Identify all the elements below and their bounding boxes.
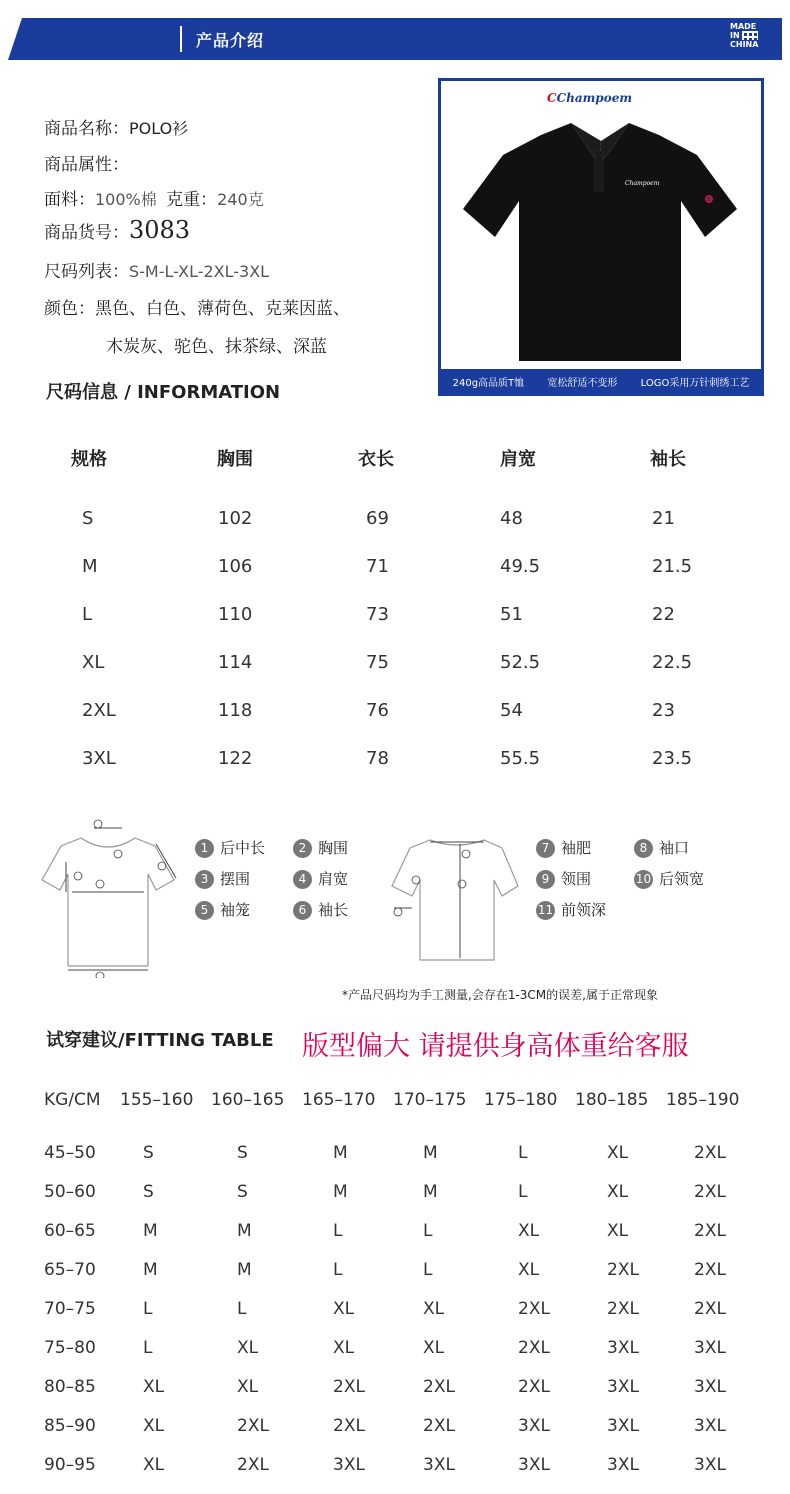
- fitting-weight-cell: 80–85: [44, 1377, 96, 1397]
- size-cell: 23.5: [652, 748, 693, 769]
- fitting-size-cell: 2XL: [694, 1182, 726, 1202]
- fitting-size-cell: XL: [237, 1377, 259, 1397]
- fitting-size-cell: 2XL: [607, 1260, 639, 1280]
- legend-item: [195, 837, 265, 858]
- fitting-size-cell: M: [423, 1143, 438, 1163]
- fitting-size-cell: S: [237, 1143, 248, 1163]
- legend-label: 领围: [561, 870, 592, 888]
- colors-label: 颜色：: [44, 299, 95, 319]
- fitting-size-cell: 3XL: [607, 1455, 639, 1475]
- fitting-warning: 版型偏大 请提供身高体重给客服: [302, 1031, 689, 1062]
- fitting-weight-cell: 90–95: [44, 1455, 96, 1475]
- fitting-size-cell: L: [423, 1221, 433, 1241]
- size-cell: 106: [218, 556, 253, 577]
- fitting-size-cell: 2XL: [333, 1377, 365, 1397]
- back-measure-diagram: [390, 830, 520, 980]
- feature-strip: [441, 369, 761, 393]
- product-attr-label: 商品属性：: [44, 155, 129, 175]
- size-cell: S: [82, 508, 94, 529]
- fitting-size-cell: 3XL: [694, 1338, 726, 1358]
- product-attr-line: [44, 150, 129, 175]
- banner-divider: [180, 26, 182, 52]
- fitting-size-cell: 3XL: [518, 1455, 550, 1475]
- fitting-size-cell: 3XL: [607, 1416, 639, 1436]
- fitting-size-cell: 2XL: [694, 1299, 726, 1319]
- size-info-title: 尺码信息 / INFORMATION: [46, 382, 281, 403]
- legend-number: 3: [195, 870, 214, 889]
- colors-line-2: [106, 332, 327, 357]
- product-name-label: 商品名称：: [44, 119, 129, 139]
- fitting-size-cell: XL: [423, 1338, 445, 1358]
- fitting-size-cell: 2XL: [694, 1221, 726, 1241]
- legend-item: [293, 899, 348, 920]
- legend-label: 袖肥: [561, 839, 592, 857]
- fitting-header-height: 160–165: [211, 1090, 285, 1110]
- product-name-value: POLO衫: [129, 119, 189, 138]
- fitting-size-cell: 3XL: [607, 1377, 639, 1397]
- sku-value: 3083: [129, 216, 191, 244]
- fitting-size-cell: XL: [607, 1182, 629, 1202]
- made-in-line-3: CHINA: [730, 40, 759, 49]
- legend-number: 10: [634, 870, 653, 889]
- size-cell: 21: [652, 508, 675, 529]
- weight-label: 克重：: [166, 190, 218, 210]
- size-cell: 102: [218, 508, 253, 529]
- product-photo: [438, 78, 764, 396]
- fitting-size-cell: XL: [143, 1377, 165, 1397]
- fitting-size-cell: L: [143, 1338, 153, 1358]
- weight-value: 240克: [217, 190, 264, 209]
- fabric-line: [44, 185, 264, 210]
- fitting-weight-cell: 45–50: [44, 1143, 96, 1163]
- fitting-size-cell: S: [143, 1182, 154, 1202]
- fitting-size-cell: 2XL: [237, 1455, 269, 1475]
- size-cell: XL: [82, 652, 105, 673]
- legend-item: [536, 837, 591, 858]
- size-cell: 75: [366, 652, 389, 673]
- made-in-line-1: MADE: [730, 22, 757, 31]
- size-cell: 21.5: [652, 556, 693, 577]
- legend-label: 肩宽: [318, 870, 349, 888]
- fitting-size-cell: M: [237, 1260, 252, 1280]
- fitting-size-cell: 3XL: [423, 1455, 455, 1475]
- colors-value-line2: 木炭灰、驼色、抹茶绿、深蓝: [106, 337, 327, 357]
- feature-2: 宽松舒适不变形: [547, 377, 618, 389]
- fitting-weight-cell: 50–60: [44, 1182, 96, 1202]
- size-cell: 22: [652, 604, 675, 625]
- fitting-size-cell: 2XL: [607, 1299, 639, 1319]
- fitting-size-cell: XL: [607, 1143, 629, 1163]
- legend-number: 2: [293, 839, 312, 858]
- fitting-size-cell: XL: [518, 1221, 540, 1241]
- legend-item: [536, 899, 606, 920]
- fitting-size-cell: 2XL: [518, 1338, 550, 1358]
- fitting-size-cell: L: [518, 1143, 528, 1163]
- sku-line: [44, 216, 190, 244]
- fitting-size-cell: 2XL: [423, 1377, 455, 1397]
- legend-label: 袖口: [659, 839, 690, 857]
- polo-shirt-image: [441, 81, 761, 371]
- legend-number: 5: [195, 901, 214, 920]
- fitting-size-cell: XL: [333, 1338, 355, 1358]
- sizes-line: [44, 257, 269, 282]
- fitting-size-cell: 3XL: [518, 1416, 550, 1436]
- fitting-size-cell: 2XL: [518, 1377, 550, 1397]
- fabric-label: 面料：: [44, 190, 95, 210]
- size-cell: 110: [218, 604, 253, 625]
- fitting-size-cell: 2XL: [518, 1299, 550, 1319]
- fitting-size-cell: M: [333, 1143, 348, 1163]
- legend-number: 8: [634, 839, 653, 858]
- banner-background: [8, 18, 782, 60]
- sizes-value: S-M-L-XL-2XL-3XL: [129, 262, 270, 281]
- size-header-shoulder: 肩宽: [500, 449, 536, 470]
- size-cell: 3XL: [82, 748, 116, 769]
- legend-item: [634, 868, 704, 889]
- size-header-length: 衣长: [358, 449, 394, 470]
- brand-logo: CChampoem: [547, 91, 633, 105]
- fitting-size-cell: L: [423, 1260, 433, 1280]
- fitting-size-cell: M: [237, 1221, 252, 1241]
- fitting-size-cell: XL: [423, 1299, 445, 1319]
- fitting-size-cell: XL: [237, 1338, 259, 1358]
- fitting-weight-cell: 75–80: [44, 1338, 96, 1358]
- fitting-size-cell: M: [143, 1260, 158, 1280]
- made-in-line-2: IN: [730, 31, 740, 40]
- fitting-size-cell: 2XL: [694, 1260, 726, 1280]
- fitting-header-height: 165–170: [302, 1090, 376, 1110]
- front-measure-diagram: [36, 818, 186, 978]
- fitting-size-cell: M: [143, 1221, 158, 1241]
- fitting-size-cell: L: [333, 1221, 343, 1241]
- sku-label: 商品货号：: [44, 223, 129, 243]
- legend-label: 后领宽: [659, 870, 705, 888]
- fabric-value: 100%棉: [95, 190, 157, 209]
- legend-label: 袖长: [318, 901, 349, 919]
- fitting-size-cell: S: [237, 1182, 248, 1202]
- size-cell: 52.5: [500, 652, 541, 673]
- legend-label: 前领深: [561, 901, 607, 919]
- fitting-header-height: 155–160: [120, 1090, 194, 1110]
- fitting-size-cell: XL: [333, 1299, 355, 1319]
- fitting-header-kgcm: KG/CM: [44, 1090, 101, 1110]
- size-cell: L: [82, 604, 93, 625]
- fitting-size-cell: 3XL: [607, 1338, 639, 1358]
- size-cell: M: [82, 556, 98, 577]
- size-cell: 55.5: [500, 748, 541, 769]
- fitting-title: 试穿建议/FITTING TABLE: [46, 1030, 274, 1051]
- fitting-size-cell: L: [518, 1182, 528, 1202]
- fitting-size-cell: 2XL: [237, 1416, 269, 1436]
- legend-item: [195, 899, 250, 920]
- grid-icon: [742, 31, 758, 40]
- colors-value-line1: 黑色、白色、薄荷色、克莱因蓝、: [95, 299, 350, 319]
- size-cell: 118: [218, 700, 253, 721]
- legend-number: 6: [293, 901, 312, 920]
- made-in-china-badge: [730, 22, 758, 49]
- fitting-header-height: 185–190: [666, 1090, 740, 1110]
- legend-item: [634, 837, 689, 858]
- size-cell: 78: [366, 748, 389, 769]
- fitting-size-cell: L: [143, 1299, 153, 1319]
- fitting-size-cell: L: [237, 1299, 247, 1319]
- size-cell: 76: [366, 700, 389, 721]
- feature-3: LOGO采用万针刺绣工艺: [640, 377, 750, 389]
- size-cell: 48: [500, 508, 523, 529]
- fitting-size-cell: M: [333, 1182, 348, 1202]
- svg-text:Champoem: Champoem: [625, 180, 660, 187]
- legend-number: 7: [536, 839, 555, 858]
- fitting-size-cell: 3XL: [333, 1455, 365, 1475]
- fitting-weight-cell: 70–75: [44, 1299, 96, 1319]
- colors-line: [44, 294, 350, 319]
- legend-label: 袖笼: [220, 901, 251, 919]
- legend-item: [293, 837, 348, 858]
- size-header-sleeve: 袖长: [650, 449, 686, 470]
- size-cell: 49.5: [500, 556, 541, 577]
- fitting-size-cell: 3XL: [694, 1416, 726, 1436]
- size-cell: 69: [366, 508, 389, 529]
- measurement-note: *产品尺码均为手工测量,会存在1-3CM的误差,属于正常现象: [342, 988, 658, 1002]
- fitting-size-cell: S: [143, 1143, 154, 1163]
- size-cell: 51: [500, 604, 523, 625]
- legend-item: [536, 868, 591, 889]
- legend-item: [195, 868, 250, 889]
- legend-label: 胸围: [318, 839, 349, 857]
- size-cell: 71: [366, 556, 389, 577]
- fitting-size-cell: 3XL: [694, 1377, 726, 1397]
- size-cell: 22.5: [652, 652, 693, 673]
- fitting-size-cell: XL: [143, 1455, 165, 1475]
- legend-number: 11: [536, 901, 555, 920]
- fitting-size-cell: 2XL: [694, 1143, 726, 1163]
- fitting-header-height: 175–180: [484, 1090, 558, 1110]
- product-name-line: [44, 114, 188, 139]
- size-cell: 23: [652, 700, 675, 721]
- legend-label: 摆围: [220, 870, 251, 888]
- fitting-size-cell: M: [423, 1182, 438, 1202]
- fitting-header-height: 170–175: [393, 1090, 467, 1110]
- size-cell: 114: [218, 652, 253, 673]
- feature-1: 240g高品质T恤: [452, 377, 525, 389]
- size-header-chest: 胸围: [217, 449, 253, 470]
- legend-item: [293, 868, 348, 889]
- fitting-size-cell: 2XL: [333, 1416, 365, 1436]
- legend-number: 4: [293, 870, 312, 889]
- fitting-size-cell: XL: [518, 1260, 540, 1280]
- legend-number: 1: [195, 839, 214, 858]
- fitting-header-height: 180–185: [575, 1090, 649, 1110]
- section-banner: [8, 18, 782, 60]
- fitting-weight-cell: 65–70: [44, 1260, 96, 1280]
- legend-label: 后中长: [220, 839, 266, 857]
- fitting-size-cell: 3XL: [694, 1455, 726, 1475]
- size-cell: 122: [218, 748, 253, 769]
- fitting-size-cell: XL: [143, 1416, 165, 1436]
- size-header-spec: 规格: [71, 449, 107, 470]
- fitting-size-cell: 2XL: [423, 1416, 455, 1436]
- legend-number: 9: [536, 870, 555, 889]
- size-cell: 2XL: [82, 700, 116, 721]
- size-cell: 54: [500, 700, 523, 721]
- fitting-size-cell: L: [333, 1260, 343, 1280]
- size-cell: 73: [366, 604, 389, 625]
- sizes-label: 尺码列表：: [44, 262, 129, 282]
- banner-title: 产品介绍: [196, 31, 265, 50]
- fitting-weight-cell: 60–65: [44, 1221, 96, 1241]
- fitting-weight-cell: 85–90: [44, 1416, 96, 1436]
- fitting-size-cell: XL: [607, 1221, 629, 1241]
